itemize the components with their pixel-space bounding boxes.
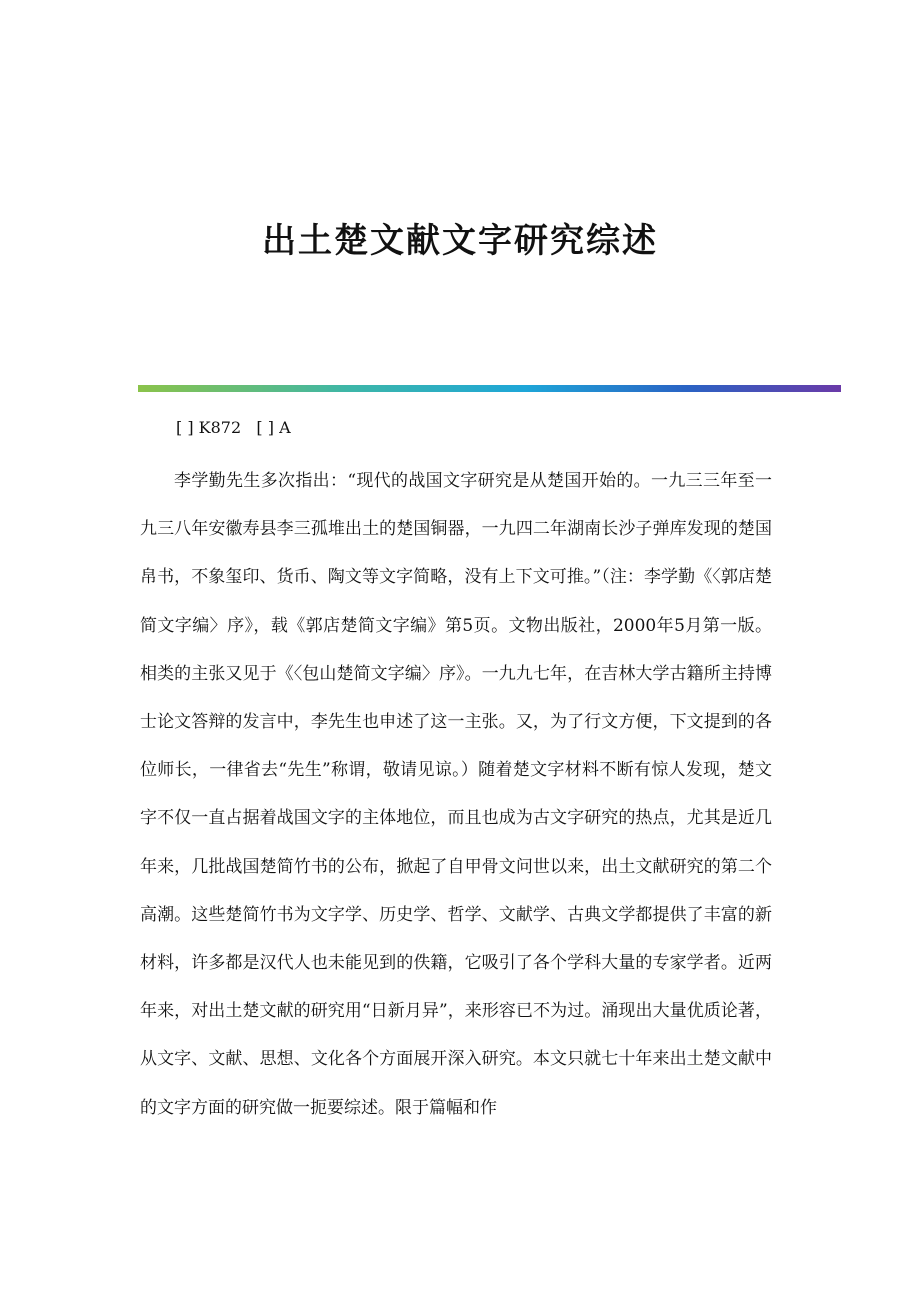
document-title: 出土楚文献文字研究综述 (262, 221, 658, 261)
body-paragraph: 李学勤先生多次指出：“现代的战国文字研究是从楚国开始的。一九三三年至一九三八年安徽寿县李三孤堆出土的楚国铜器，一九四二年湖南长沙子弹库发现的楚国帛书，不象玺印、货币、陶文等文字简略，没有上下文可推。”（注：李学勤《〈郭店楚简文字编〉序》，载《郭店楚简文字编》第5页。文物出版社，2000年5月第一版。相类的主张又见于《〈包山楚简文字编〉序》。一九九七年，在吉林大学古籍所主持博士论文答辩的发言中，李先生也申述了这一主张。又，为了行文方便，下文提到的各位师长，一律省去“先生”称谓，敬请见谅。）随着楚文字材料不断有惊人发现，楚文字不仅一直占据着战国文字的主体地位，而且也成为古文字研究的热点，尤其是近几年来，几批战国楚简竹书的公布，掀起了自甲骨文问世以来，出土文献研究的第二个高潮。这些楚简竹书为文字学、历史学、哲学、文献学、古典文学都提供了丰富的新材料，许多都是汉代人也未能见到的佚籍，它吸引了各个学科大量的专家学者。近两年来，对出土楚文献的研究用“日新月异”，来形容已不为过。涌现出大量优质论著，从文字、文献、思想、文化各个方面展开深入研究。本文只就七十年来出土楚文献中的文字方面的研究做一扼要综述。限于篇幅和作 (140, 471, 772, 1118)
title-divider (138, 385, 841, 392)
classification-codes: [ ] K872 [ ] A (176, 418, 291, 437)
